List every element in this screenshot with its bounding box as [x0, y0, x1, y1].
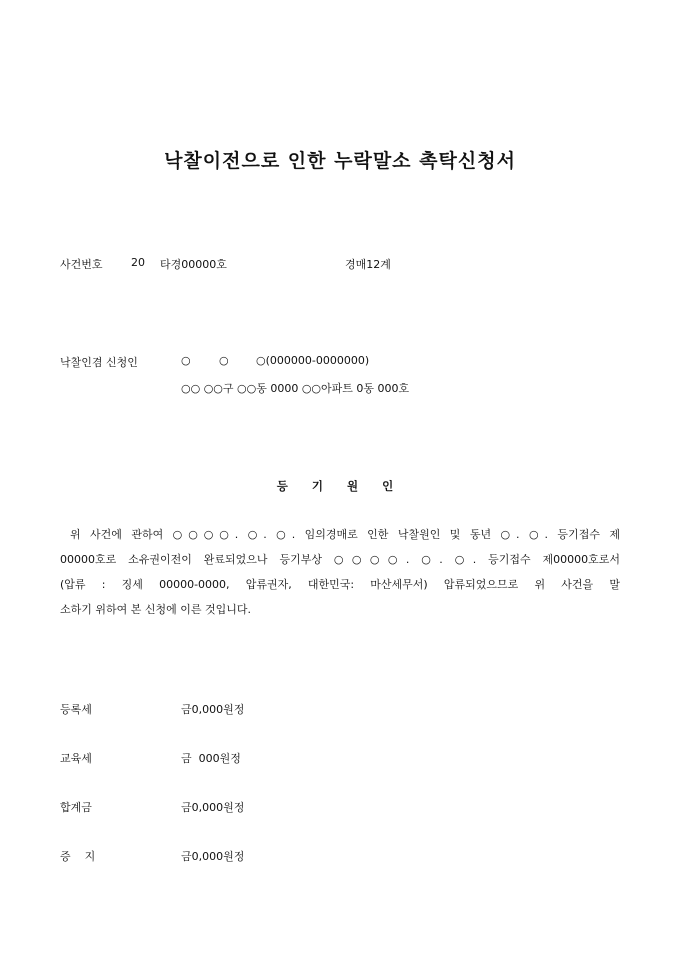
reason-line-2: 00000호로 소유권이전이 완료되었으나 등기부상 ○○○○. ○. ○. 등기접수 제00000호로서: [60, 553, 620, 566]
fee-value-education-tax: 금 000원정: [181, 752, 241, 765]
applicant-label: 낙찰인겸 신청인: [60, 356, 138, 369]
fee-value-stamp: 금0,000원정: [181, 850, 245, 863]
fee-value-registration-tax: 금0,000원정: [181, 703, 245, 716]
reason-line-3: (압류 : 징세 00000-0000, 압류권자, 대한민국: 마산세무서) 압류되었으므로 위 사건을 말: [60, 578, 620, 591]
case-number: 타경00000호: [160, 258, 227, 271]
applicant-name-char2: ○: [219, 354, 229, 367]
reason-line-1: 위 사건에 관하여 ○○○○. ○. ○. 임의경매로 인한 낙찰원인 및 동년 ○. ○. 등기접수 제: [70, 528, 620, 541]
fee-label-registration-tax: 등록세: [60, 703, 92, 716]
reason-heading: 등 기 원 인: [276, 479, 404, 493]
reason-body: [60, 522, 620, 622]
case-number-label: 사건번호: [60, 258, 103, 271]
case-year: 20: [131, 256, 145, 269]
fee-label-education-tax: 교육세: [60, 752, 92, 765]
reason-line-4: 소하기 위하여 본 신청에 이른 것입니다.: [60, 603, 251, 616]
fee-label-total: 합계금: [60, 801, 92, 814]
case-division: 경매12계: [345, 258, 391, 271]
applicant-name-id: ○(000000-0000000): [256, 354, 370, 367]
fee-label-stamp: 증 지: [60, 850, 96, 863]
applicant-address: ○○ ○○구 ○○동 0000 ○○아파트 0동 000호: [181, 382, 410, 395]
document-title: 낙찰이전으로 인한 누락말소 촉탁신청서: [164, 150, 516, 172]
fee-value-total: 금0,000원정: [181, 801, 245, 814]
applicant-name-char1: ○: [181, 354, 191, 367]
